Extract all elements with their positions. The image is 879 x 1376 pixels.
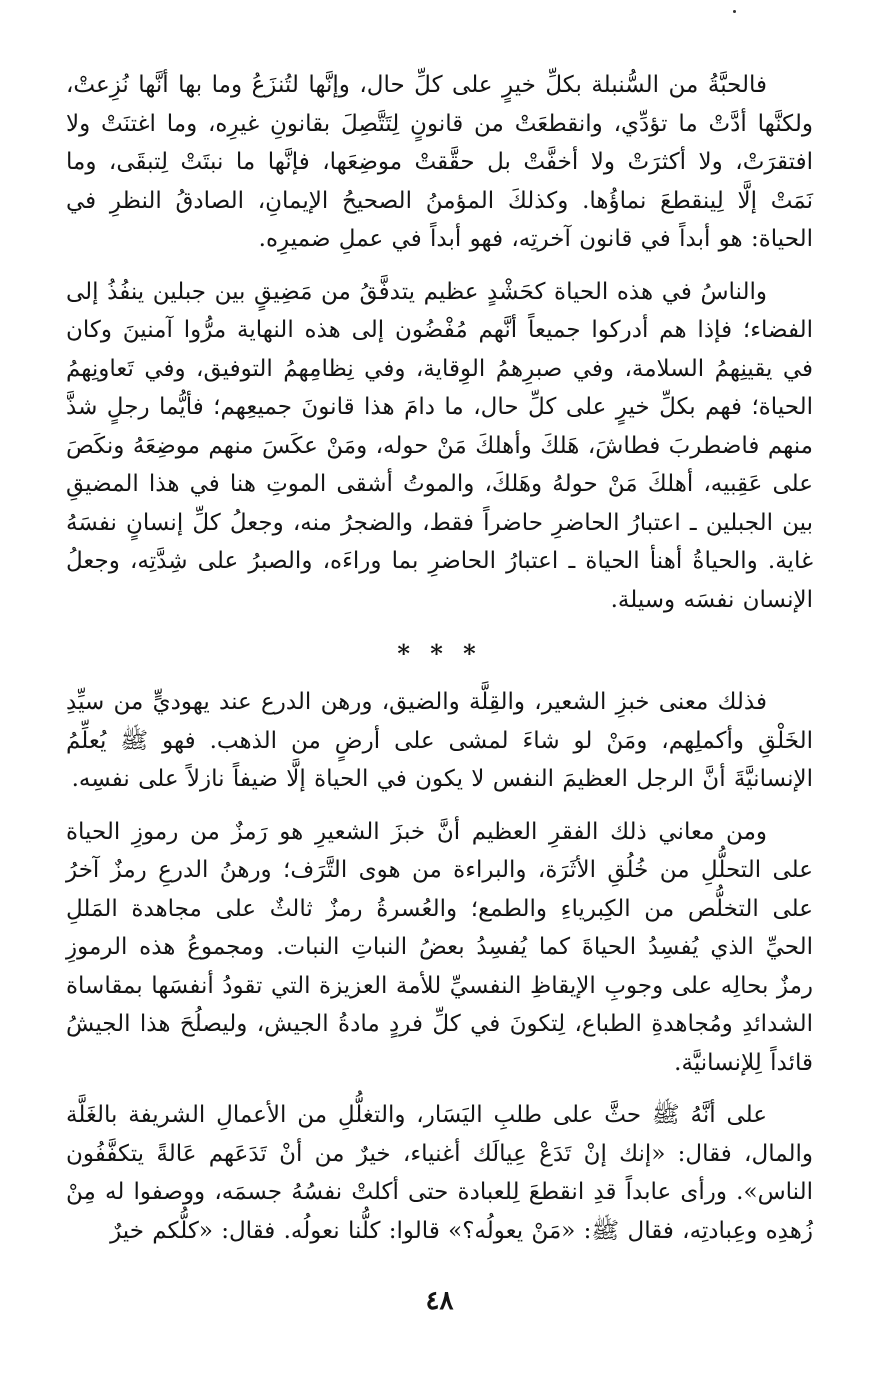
paragraph-5: على أنَّهُ ﷺ حثَّ على طلبِ اليَسَار، والتغلُّلِ من الأعمالِ الشريفة بالغَلَّة والمال، فقال: «إنك إنْ تَدَعْ عِيالَك أغنياء، خيرٌ من أنْ تَدَعَهم عَالةً يتكفَّفُون الناس». ورأى عابداً قدِ انقطعَ لِلعبادة حتى أكلتْ نفسُهُ جسمَه، ووصفوا له مِنْ زُهدِه وعِبادتِه، فقال ﷺ: «مَنْ يعولُه؟» قالوا: كلُّنا نعولُه. فقال: «كلُّكم خيرٌ	[66, 1102, 813, 1244]
page-body	[66, 66, 813, 1376]
paragraph-4: ومن معاني ذلك الفقرِ العظيم أنَّ خبزَ الشعيرِ هو رَمزٌ من رموزِ الحياة على التحلُّلِ من خُلُقِ الأثَرَة، والبراءة من هوى التَّرَف؛ ورهنُ الدرعِ رمزٌ آخرُ على التخلُّص من الكِبرياءِ والطمع؛ والعُسرةُ رمزٌ ثالثٌ على مجاهدة المَللِ الحيِّ الذي يُفسِدُ الحياةَ كما يُفسِدُ بعضُ النباتِ النبات. ومجموعُ هذه الرموزِ رمزٌ بحالِه على وجوبِ الإيقاظِ النفسيِّ للأمة العزيزة التي تقودُ أنفسَها بمقاساة الشدائدِ ومُجاهدةِ الطباع، لِتكونَ في كلِّ فردٍ مادةُ الجيش، وليصلُحَ هذا الجيشُ قائداً لِلإنسانيَّة.	[66, 818, 813, 1076]
paragraph-1: فالحبَّةُ من السُّنبلة بكلِّ خيرٍ على كلِّ حال، وإنَّها لتُنزَعُ وما بها أنَّها نُزِعتْ، ولكنَّها أدَّتْ ما تؤدِّي، وانقطعَتْ من قانونٍ لِتَتَّصِلَ بقانونِ غيرِه، وما اغتنَتْ ولا افتقرَتْ، ولا أكثرَتْ ولا أخفَّتْ بل حقَّقتْ موضِعَها، فإنَّها ما نبتَتْ لِتبقَى، وما نَمَتْ إلَّا لِينقطعَ نماؤُها. وكذلكَ المؤمنُ الصحيحُ الإيمانِ، الصادقُ النظرِ في الحياة: هو أبداً في قانون آخرتِه، فهو أبداً في عملِ ضميرِه.	[66, 72, 813, 252]
page-number: ٤٨	[425, 1286, 454, 1316]
paragraph-3: فذلك معنى خبزِ الشعير، والقِلَّة والضيق، ورهن الدرع عند يهوديٍّ من سيِّدِ الخَلْقِ وأكملِهم، ومَنْ لو شاءَ لمشى على أرضٍ من الذهب. فهو ﷺ يُعلِّمُ الإنسانيَّةَ أنَّ الرجل العظيمَ النفس لا يكون في الحياة إلَّا ضيفاً نازلاً على نفسِه.	[66, 689, 813, 792]
page-corner-dot	[733, 10, 736, 13]
section-separator: * * *	[397, 639, 482, 668]
paragraph-2: والناسُ في هذه الحياة كحَشْدٍ عظيم يتدفَّقُ من مَضِيقٍ بين جبلين ينفُذُ إلى الفضاء؛ فإذا هم أدركوا جميعاً أنَّهم مُفْضُون إلى هذه النهاية مرُّوا آمنينَ وكان في يقينِهمُ السلامة، وفي صبرِهمُ الوِقاية، وفي نِظامِهمُ التوفيق، وفي تَعاونِهمُ الحياة؛ فهم بكلِّ خيرٍ على كلِّ حال، ما دامَ هذا قانونَ جميعِهم؛ فأيُّما رجلٍ شذَّ منهم فاضطربَ فطاشَ، هَلكَ وأهلكَ مَنْ حوله، ومَنْ عكَسَ منهم موضِعَهُ ونكَصَ على عَقِبيه، أهلكَ مَنْ حولهُ وهَلكَ، والموتُ أشقى الموتِ هنا في هذا المضيقِ بين الجبلين ـ اعتبارُ الحاضرِ حاضراً فقط، والضجرُ منه، وجعلُ كلِّ إنسانٍ نفسَهُ غاية. والحياةُ أهنأ الحياة ـ اعتبارُ الحاضرِ بما وراءَه، والصبرُ على شِدَّتِه، وجعلُ الإنسان نفسَه وسيلة.	[66, 278, 813, 613]
